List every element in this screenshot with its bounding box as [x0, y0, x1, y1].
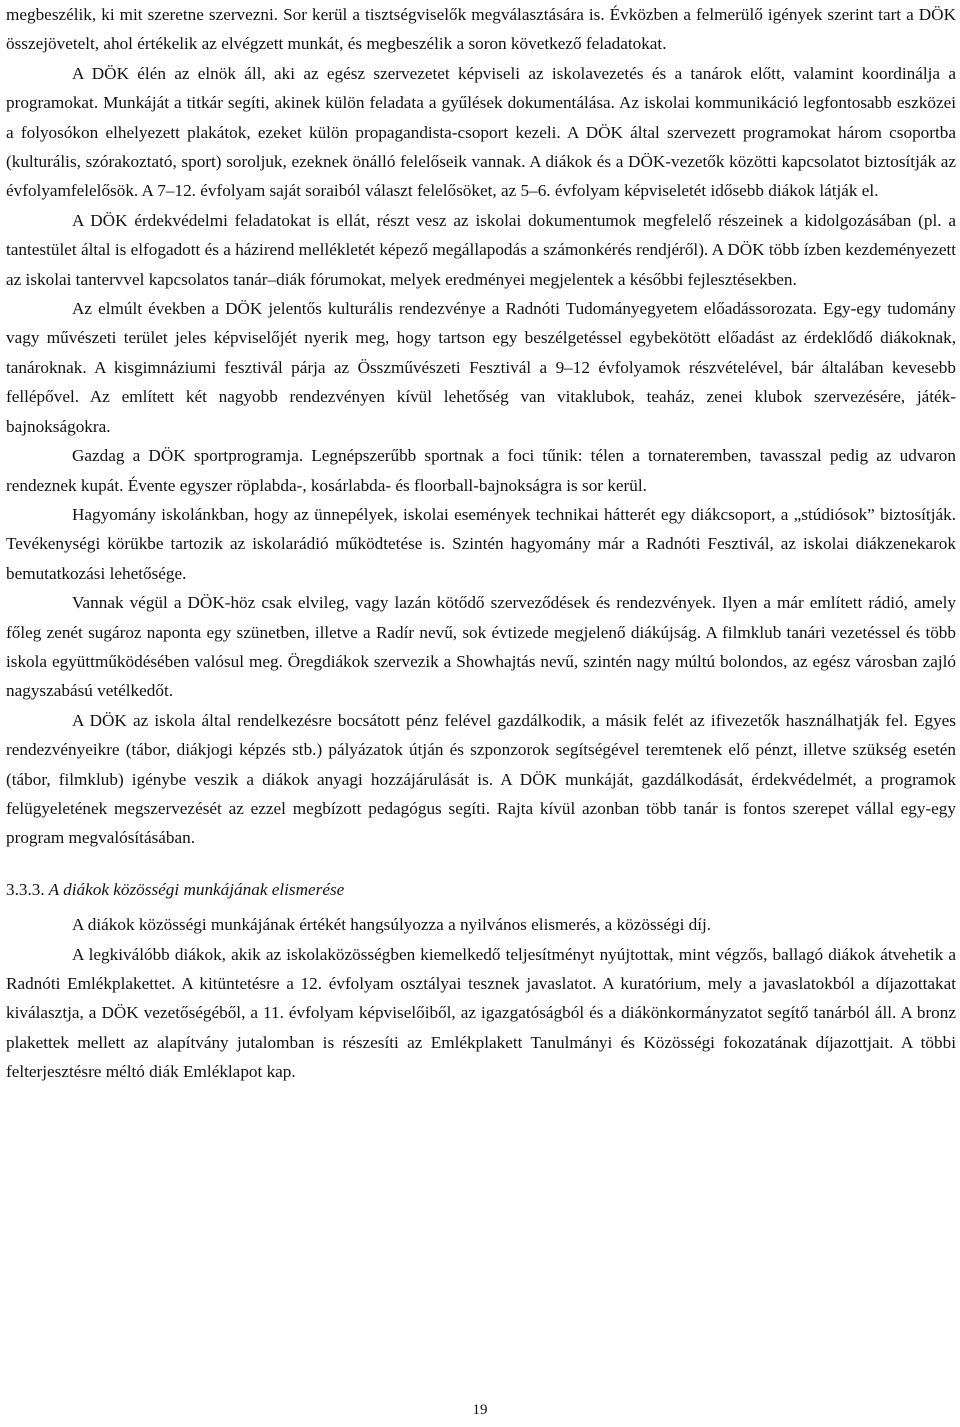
paragraph-dok-advocacy: A DÖK érdekvédelmi feladatokat is ellát, részt vesz az iskolai dokumentumok megfelelő részeinek a kidolgozásában (pl. a tantestület által is elfogadott és a házirend mellékletét képező megállapodás a számonkérés rendjéről). A DÖK több ízben kezdeményezett az iskolai tantervvel kapcsolatos tanár–diák fórumokat, melyek eredményei megjelentek a későbbi fejlesztésekben. — [6, 210, 956, 289]
section-number: 3.3.3. — [6, 879, 45, 899]
document-page — [6, 0, 956, 1087]
paragraph-dok-leadership: A DÖK élén az elnök áll, aki az egész szervezetet képviseli az iskolavezetés és a tanárok előtt, valamint koordinálja a programokat. Munkáját a titkár segíti, akinek külön feladata a gyűlések dokumentálása. Az iskolai kommunikáció legfontosabb eszközei a folyosókon elhelyezett plakátok, ezeket külön propagandista-csoport kezeli. A DÖK által szervezett programokat három csoportba (kulturális, szórakoztató, sport) soroljuk, ezeknek önálló felelőseik vannak. A diákok és a DÖK-vezetők közötti kapcsolatot biztosítják az évfolyamfelelősök. A 7–12. évfolyam saját soraiból választ felelősöket, az 5–6. évfolyam képviseletét idősebb diákok látják el. — [6, 63, 956, 201]
paragraph-studio-tradition: Hagyomány iskolánkban, hogy az ünnepélyek, iskolai események technikai hátterét egy diákcsoport, a „stúdiósok” biztosítják. Tevékenységi körükbe tartozik az iskolarádió működtetése is. Szintén hagyomány már a Radnóti Fesztivál, az iskolai diákzenekarok bemutatkozási lehetősége. — [6, 504, 956, 583]
page-number: 19 — [472, 1402, 488, 1418]
section-title: A diákok közösségi munkájának elismerése — [48, 879, 345, 899]
paragraph-cultural-events: Az elmúlt években a DÖK jelentős kulturális rendezvénye a Radnóti Tudományegyetem előadássorozata. Egy-egy tudomány vagy művészeti terület jeles képviselőjét nyerik meg, hogy tartson egy beszélgetéssel egybekötött előadást az érdeklődő diákoknak, tanároknak. A kisgimnáziumi fesztivál párja az Összművészeti Fesztivál a 9–12 évfolyamok részvételével, bár általában kevesebb fellépővel. Az említett két nagyobb rendezvényen kívül lehetőség van vitaklubok, teaház, zenei klubok szervezésére, játék-bajnokságokra. — [6, 299, 956, 436]
paragraph-continuation: megbeszélik, ki mit szeretne szervezni. Sor kerül a tisztségviselők megválasztására is. Évközben a felmerülő igények szerint tart a DÖK összejövetelt, ahol értékelik az elvégzett munkát, és megbeszélik a soron következő feladatokat. — [6, 5, 956, 54]
paragraph-sports: Gazdag a DÖK sportprogramja. Legnépszerűbb sportnak a foci tűnik: télen a tornateremben, tavasszal pedig az udvaron rendeznek kupát. Évente egyszer röplabda-, kosárlabda- és floorball-bajnokságra is sor kerül. — [6, 446, 956, 495]
section-heading — [6, 875, 956, 904]
paragraph-other-organizations: Vannak végül a DÖK-höz csak elvileg, vagy lazán kötődő szerveződések és rendezvények. Ilyen a már említett rádió, amely főleg zenét sugároz naponta egy szünetben, illetve a Radír nevű, sok évtizede megjelenő diákújság. A filmklub tanári vezetéssel és több iskola együttműködésében valósul meg. Öregdiákok szervezik a Showhajtás nevű, szintén nagy múltú bolondos, az egész városban zajló nagyszabású vetélkedőt. — [6, 593, 956, 701]
paragraph-finances: A DÖK az iskola által rendelkezésre bocsátott pénz felével gazdálkodik, a másik felét az ifivezetők használhatják fel. Egyes rendezvényeikre (tábor, diákjogi képzés stb.) pályázatok útján és szponzorok segítségével teremtenek elő pénzt, illetve szükség esetén (tábor, filmklub) igénybe veszik a diákok anyagi hozzájárulását is. A DÖK munkáját, gazdálkodását, érdekvédelmét, a programok felügyeletének megszervezését az ezzel megbízott pedagógus segíti. Rajta kívül azonban több tanár is fontos szerepet vállal egy-egy program megvalósításában. — [6, 710, 956, 848]
paragraph-recognition-intro: A diákok közösségi munkájának értékét hangsúlyozza a nyilvános elismerés, a közösségi díj. — [72, 915, 712, 935]
paragraph-recognition-award: A legkiválóbb diákok, akik az iskolaközösségben kiemelkedő teljesítményt nyújtottak, mint végzős, ballagó diákok átvehetik a Radnóti Emlékplakettet. A kitüntetésre a 12. évfolyam osztályai tesznek javaslatot. A kuratórium, mely a javaslatokból a díjazottakat kiválasztja, a DÖK vezetőségéből, a 11. évfolyam képviselőiből, az igazgatóságból és a diákönkormányzatot segítő tanárból áll. A bronz plakettek mellett az alapítvány jutalomban is részesíti az Emlékplakett Tanulmányi és Közösségi fokozatának díjazottjait. A többi felterjesztésre méltó diák Emléklapot kap. — [6, 944, 956, 1082]
